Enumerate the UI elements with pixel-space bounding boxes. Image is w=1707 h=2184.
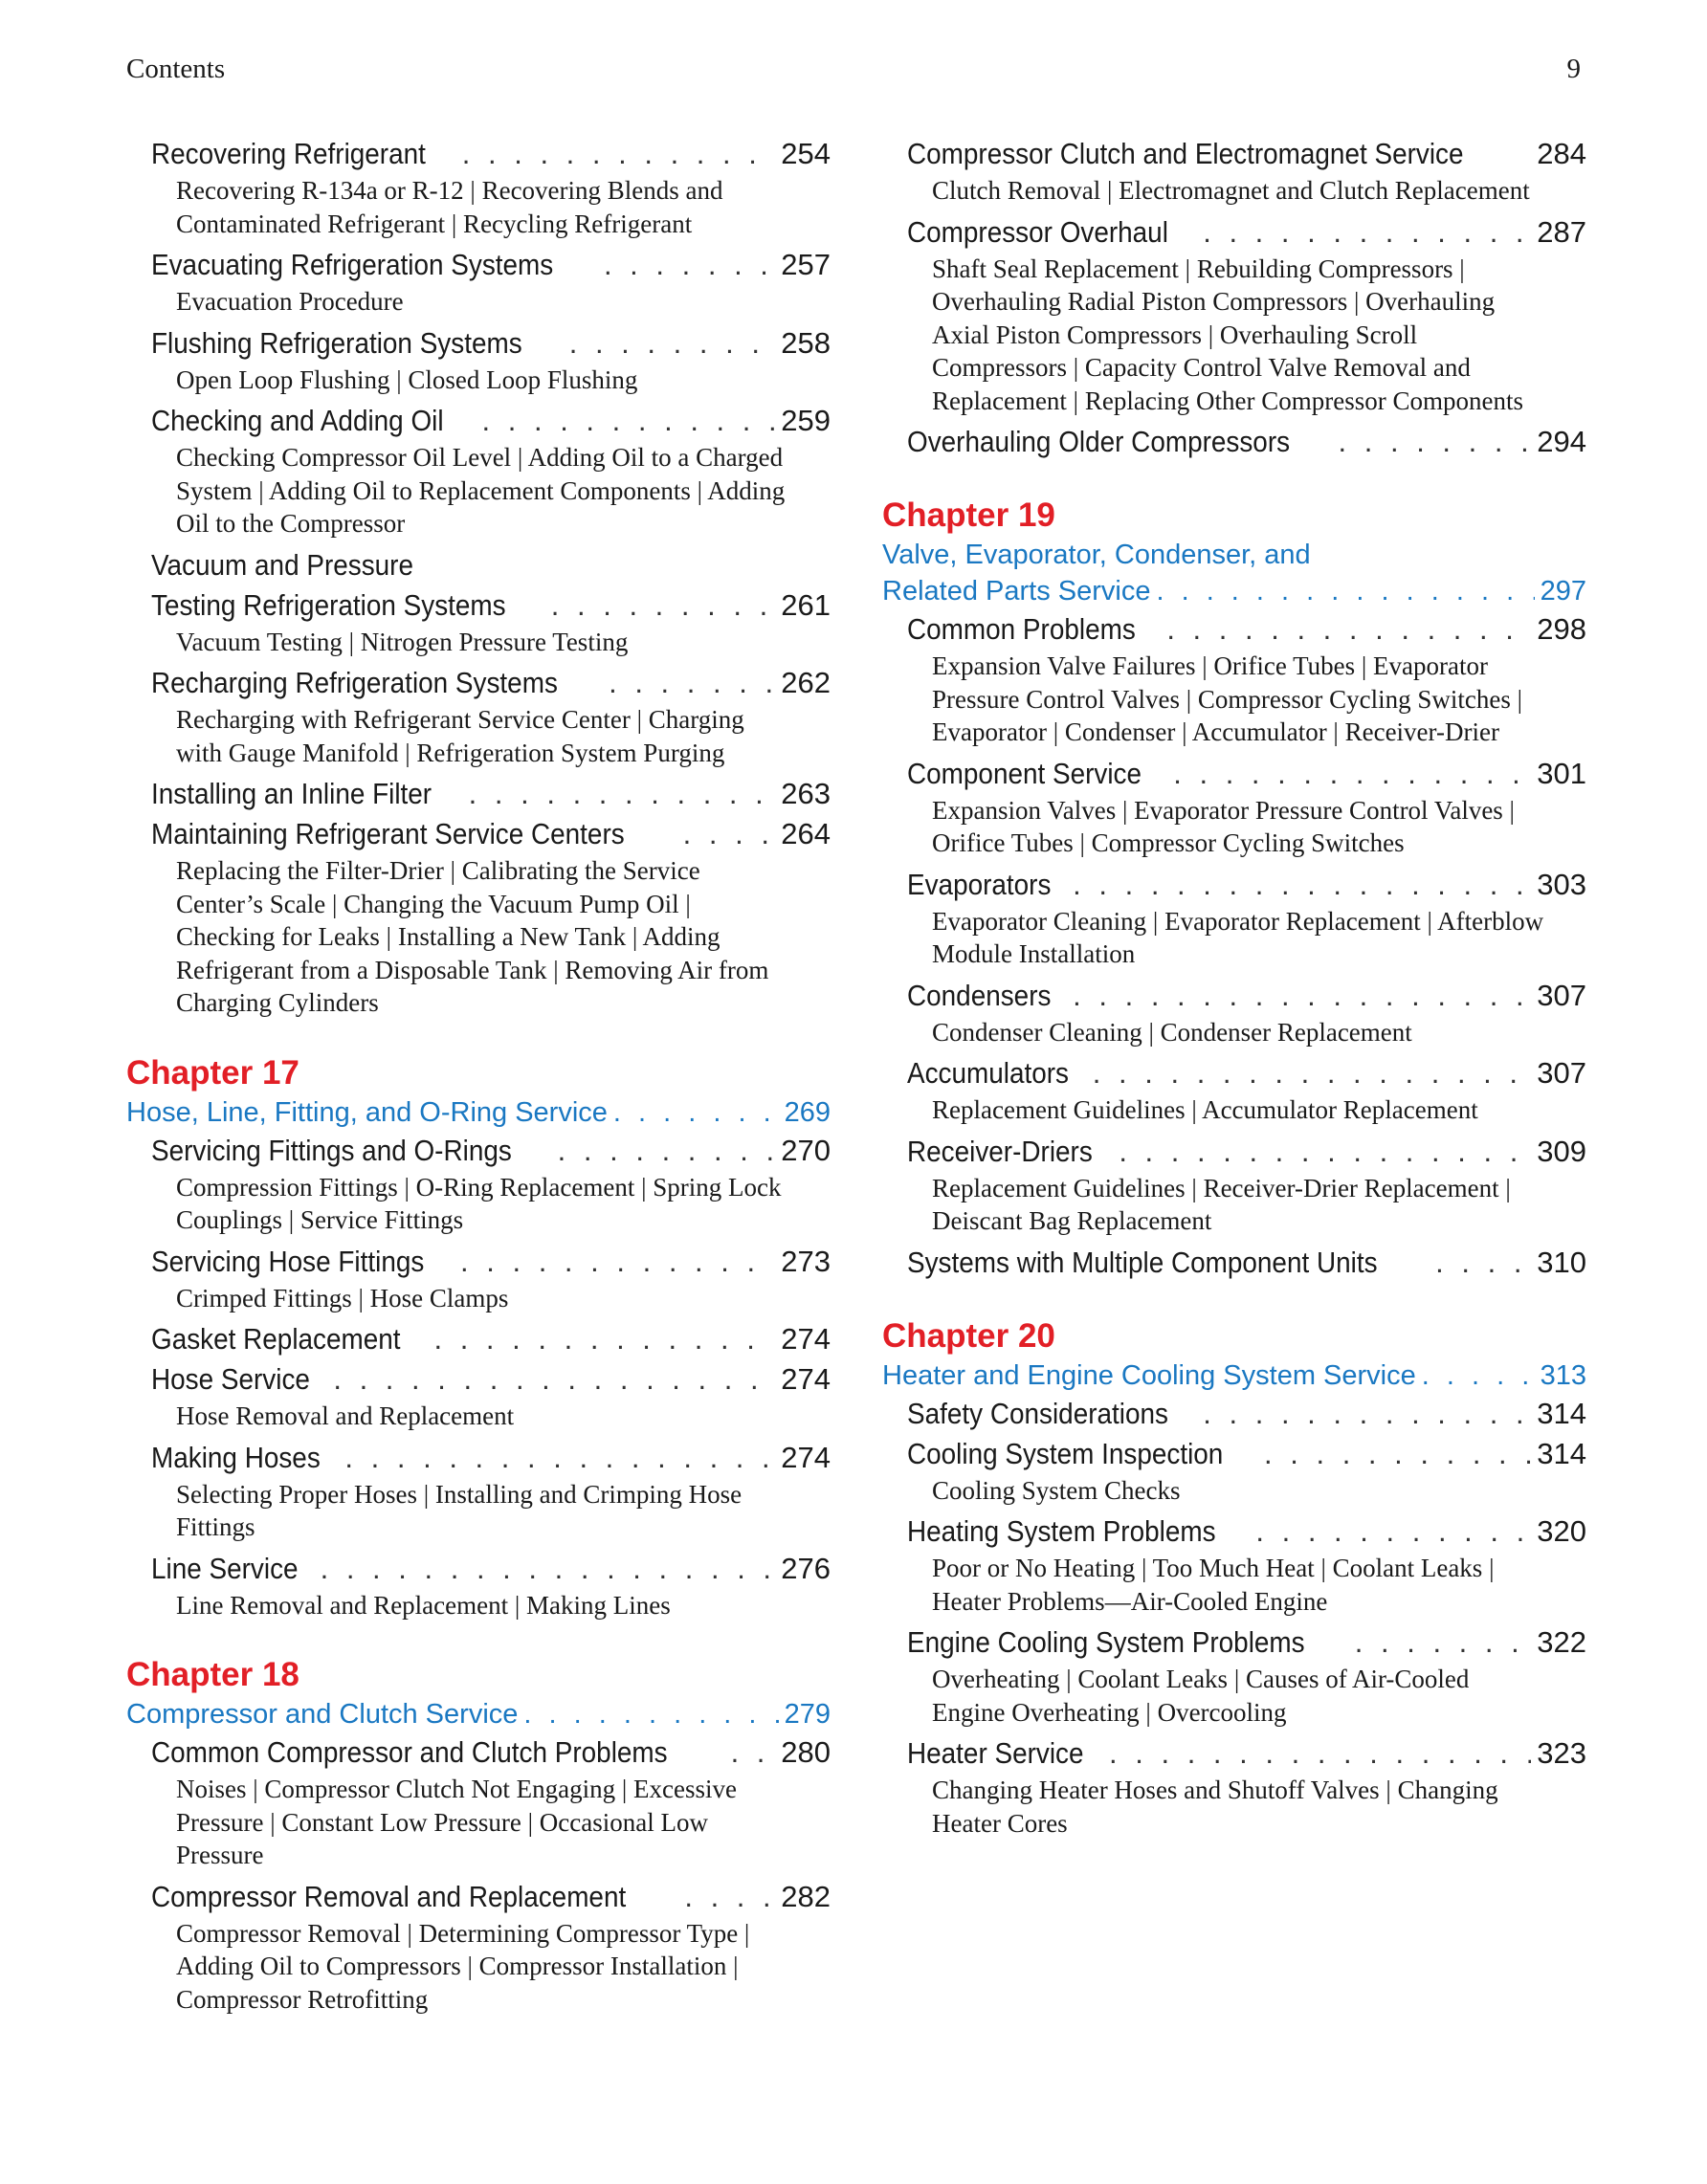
toc-entry-page: 307 [1537, 978, 1586, 1012]
dot-leader [1173, 754, 1531, 794]
toc-entry[interactable] [882, 1053, 1586, 1093]
dot-leader [482, 401, 776, 441]
toc-entry[interactable] [882, 1622, 1586, 1663]
toc-entry-title: Installing an Inline Filter [151, 777, 432, 810]
toc-entry-subtopics: Overheating | Coolant Leaks | Causes of Air-Cooled Engine Overheating | Overcooling [932, 1665, 1470, 1727]
toc-entry-page: 258 [781, 325, 831, 360]
toc-entry-subtopics: Replacement Guidelines | Accumulator Replacement [932, 1095, 1478, 1124]
toc-entry-subtopics: Vacuum Testing | Nitrogen Pressure Testing [176, 627, 629, 656]
dot-leader [1255, 1511, 1531, 1552]
toc-entry-title: Recovering Refrigerant [151, 137, 426, 170]
chapter-page: 313 [1540, 1359, 1586, 1391]
dot-leader [1109, 1733, 1531, 1774]
toc-entry-subtopics: Evacuation Procedure [176, 287, 404, 316]
toc-entry-subtopics: Compressor Removal | Determining Compressor Type | Adding Oil to Compressors | Compressor Installation | Compressor Retrofitting [176, 1918, 750, 2014]
toc-list-ch17 [126, 1131, 831, 1622]
toc-entry-title: Flushing Refrigeration Systems [151, 325, 522, 360]
toc-entry-title: Safety Considerations [907, 1396, 1168, 1430]
toc-entry-subtopics: Evaporator Cleaning | Evaporator Replacement | Afterblow Module Installation [932, 906, 1544, 968]
toc-entry-title: Systems with Multiple Component Units [907, 1245, 1378, 1279]
toc-entry[interactable] [882, 1733, 1586, 1774]
toc-entry[interactable] [126, 814, 831, 854]
toc-entry[interactable] [882, 1511, 1586, 1552]
toc-entry-title: Gasket Replacement [151, 1322, 401, 1356]
chapter-title-text: Hose, Line, Fitting, and O-Ring Service [126, 1096, 608, 1128]
toc-entry-subtopics: Cooling System Checks [932, 1475, 1181, 1505]
toc-entry-page: 314 [1537, 1396, 1586, 1430]
toc-entry-page: 274 [781, 1322, 831, 1356]
toc-entry-page: 301 [1537, 756, 1586, 790]
toc-entry[interactable] [126, 323, 831, 364]
toc-entry-title: Engine Cooling System Problems [907, 1625, 1305, 1659]
toc-entry-title: Hose Service [151, 1362, 310, 1396]
toc-entry-page: 262 [781, 666, 831, 699]
toc-entry-title: Cooling System Inspection [907, 1436, 1224, 1470]
dot-leader [1355, 1622, 1531, 1663]
toc-entry[interactable] [126, 1359, 831, 1400]
toc-entry-title: Compressor Overhaul [907, 214, 1168, 249]
toc-entry-page: 310 [1537, 1245, 1586, 1279]
chapter-label: Chapter 17 [126, 1053, 299, 1092]
toc-entry[interactable] [882, 865, 1586, 905]
toc-entry-page: 270 [781, 1133, 831, 1167]
toc-entry-subtopics: Checking Compressor Oil Level | Adding Oil to a Charged System | Adding Oil to Replacement Components | Adding Oil to the Compressor [176, 443, 786, 538]
toc-entry-page: 274 [781, 1440, 831, 1474]
dot-leader [1339, 422, 1532, 462]
dot-leader [1166, 609, 1531, 650]
toc-entry-subtopics: Hose Removal and Replacement [176, 1401, 515, 1430]
toc-entry[interactable] [126, 401, 831, 441]
page-number: 9 [1566, 54, 1581, 84]
toc-list-ch20 [882, 1394, 1586, 1841]
dot-leader [469, 774, 776, 814]
toc-entry[interactable] [882, 422, 1586, 462]
dot-leader [1203, 212, 1531, 253]
dot-leader [613, 1094, 779, 1131]
dot-leader [1435, 1243, 1531, 1283]
toc-entry[interactable] [882, 609, 1586, 650]
dot-leader [333, 1359, 775, 1400]
toc-entry-subtopics: Open Loop Flushing | Closed Loop Flushing [176, 364, 638, 394]
toc-list-left-a [126, 134, 831, 540]
chapter-title-text: Valve, Evaporator, Condenser, and [882, 540, 1311, 570]
toc-entry[interactable] [126, 1877, 831, 1917]
dot-leader [569, 323, 776, 364]
toc-entry[interactable] [882, 976, 1586, 1016]
toc-entry-title: Evacuating Refrigeration Systems [151, 248, 554, 281]
toc-entry-title: Common Problems [907, 612, 1136, 646]
toc-entry-title: Compressor Removal and Replacement [151, 1879, 627, 1913]
dot-leader [1073, 865, 1531, 905]
toc-entry-page: 314 [1537, 1436, 1586, 1470]
toc-entry[interactable] [882, 1434, 1586, 1474]
toc-entry[interactable] [126, 1242, 831, 1282]
toc-entry-title: Component Service [907, 756, 1142, 790]
chapter-label: Chapter 20 [882, 1316, 1055, 1355]
toc-entry[interactable] [882, 134, 1586, 174]
toc-entry-subtopics: Changing Heater Hoses and Shutoff Valves | Changing Heater Cores [932, 1776, 1498, 1838]
toc-entry[interactable] [126, 1732, 831, 1773]
toc-entry[interactable] [882, 212, 1586, 253]
chapter-page: 297 [1540, 576, 1586, 607]
dot-leader [433, 1319, 775, 1359]
chapter-label: Chapter 18 [126, 1656, 299, 1693]
chapter-title[interactable] [126, 1696, 831, 1732]
toc-entry-title: Overhauling Older Compressors [907, 425, 1291, 458]
toc-entry-subtopics: Recovering R-134a or R-12 | Recovering Blends and Contaminated Refrigerant | Recycling Refrigerant [176, 176, 723, 238]
toc-entry[interactable] [882, 1243, 1586, 1283]
toc-entry-page: 294 [1537, 425, 1586, 458]
toc-entry-title: Compressor Clutch and Electromagnet Service [907, 137, 1464, 170]
toc-entry[interactable] [126, 1319, 831, 1359]
toc-entry[interactable] [126, 1131, 831, 1171]
toc-entry[interactable] [126, 663, 831, 703]
toc-entry-title: Line Service [151, 1551, 299, 1585]
dot-leader [1119, 1132, 1531, 1172]
toc-entry-page: 307 [1537, 1056, 1586, 1090]
dot-leader [321, 1549, 776, 1589]
toc-entry-subtopics: Clutch Removal | Electromagnet and Clutch Replacement [932, 176, 1530, 205]
toc-entry-page: 303 [1537, 867, 1586, 901]
toc-entry[interactable] [126, 774, 831, 814]
toc-entry-subtopics: Expansion Valves | Evaporator Pressure Control Valves | Orifice Tubes | Compressor Cycling Switches [932, 795, 1515, 857]
toc-entry-page: 259 [781, 404, 831, 437]
chapter-title[interactable] [126, 1094, 831, 1131]
dot-leader [684, 1877, 775, 1917]
toc-entry-title: Accumulators [907, 1056, 1070, 1090]
toc-entry-title: Evaporators [907, 867, 1052, 901]
running-head [126, 54, 1581, 85]
toc-entry-subtopics: Line Removal and Replacement | Making Lines [176, 1590, 671, 1620]
toc-entry-title: Recharging Refrigeration Systems [151, 666, 558, 699]
toc-entry-page: 274 [781, 1362, 831, 1396]
toc-entry-title: Servicing Hose Fittings [151, 1244, 425, 1278]
chapter-title[interactable] [882, 537, 1586, 609]
toc-entry-page: 254 [781, 137, 831, 170]
dot-leader [683, 814, 776, 854]
toc-entry-subtopics: Crimped Fittings | Hose Clamps [176, 1283, 509, 1313]
toc-entry[interactable] [126, 1438, 831, 1478]
toc-entry-title: Vacuum and Pressure [151, 547, 413, 582]
chapter-title-text: Compressor and Clutch Service [126, 1699, 519, 1730]
toc-entry-title: Heating System Problems [907, 1514, 1216, 1548]
toc-entry-page: 263 [781, 777, 831, 810]
toc-entry-page: 261 [781, 587, 831, 622]
toc-entry-page: 298 [1537, 612, 1586, 646]
dot-leader [1264, 1434, 1531, 1474]
chapter-title-text: Heater and Engine Cooling System Service [882, 1359, 1416, 1391]
toc-entry-subtopics: Replacing the Filter-Drier | Calibrating the Service Center’s Scale | Changing the Vacuum Pump Oil | Checking for Leaks | Installing a New Tank | Adding Refrigerant from a Disposable Tank | Removing Air from Charging Cylinders [176, 856, 769, 1017]
toc-entry-page: 320 [1537, 1514, 1586, 1548]
toc-entry-subtopics: Noises | Compressor Clutch Not Engaging | Excessive Pressure | Constant Low Pressure | Occasional Low Pressure [176, 1775, 737, 1869]
right-column [882, 134, 1586, 1844]
left-column [126, 134, 831, 2020]
toc-entry[interactable] [882, 1394, 1586, 1434]
toc-entry-page: 273 [781, 1244, 831, 1278]
chapter-title[interactable] [882, 1357, 1586, 1394]
toc-entry[interactable] [126, 245, 831, 285]
toc-entry-title: Heater Service [907, 1736, 1084, 1770]
toc-entry-page: 257 [781, 248, 831, 281]
toc-entry-subtopics: Expansion Valve Failures | Orifice Tubes | Evaporator Pressure Control Valves | Compressor Cycling Switches | Evaporator | Condenser | Accumulator | Receiver-Drier [932, 651, 1523, 746]
toc-entry-title: Receiver-Driers [907, 1134, 1093, 1168]
dot-leader [1156, 573, 1534, 609]
toc-entry-subtopics: Replacement Guidelines | Receiver-Drier Replacement | Deiscant Bag Replacement [932, 1173, 1511, 1235]
dot-leader [551, 585, 775, 626]
dot-leader [604, 245, 775, 285]
dot-leader [1093, 1053, 1531, 1093]
toc-entry-title: Making Hoses [151, 1440, 321, 1474]
toc-list-ch19 [882, 609, 1586, 1283]
toc-entry[interactable] [126, 134, 831, 174]
dot-leader [462, 134, 776, 174]
toc-entry-title: Condensers [907, 978, 1052, 1012]
toc-list-right [882, 134, 1586, 462]
toc-entry-subtopics: Recharging with Refrigerant Service Center | Charging with Gauge Manifold | Refrigeration System Purging [176, 705, 744, 767]
toc-entry[interactable] [126, 545, 831, 626]
toc-entry[interactable] [126, 1549, 831, 1589]
dot-leader [460, 1242, 775, 1282]
toc-entry[interactable] [882, 1132, 1586, 1172]
toc-entry-page: 323 [1537, 1736, 1586, 1770]
toc-entry[interactable] [882, 754, 1586, 794]
toc-entry-page: 280 [781, 1735, 831, 1769]
toc-entry-subtopics: Poor or No Heating | Too Much Heat | Coolant Leaks | Heater Problems—Air-Cooled Engine [932, 1554, 1495, 1616]
toc-list-left-b [126, 663, 831, 1020]
toc-entry-page: 309 [1537, 1134, 1586, 1168]
toc-entry-title: Servicing Fittings and O-Rings [151, 1133, 512, 1167]
toc-entry-page: 282 [781, 1879, 831, 1913]
toc-entry-title: Checking and Adding Oil [151, 404, 444, 437]
dot-leader [1203, 1394, 1531, 1434]
toc-list-ch18 [126, 1732, 831, 2016]
toc-entry-subtopics: Condenser Cleaning | Condenser Replacement [932, 1017, 1412, 1047]
toc-entry-page: 276 [781, 1551, 831, 1585]
section-title: Contents [126, 54, 226, 84]
chapter-title-text: Related Parts Service [882, 576, 1151, 607]
chapter-page: 269 [784, 1096, 831, 1128]
chapter-page: 279 [784, 1699, 831, 1730]
dot-leader [1073, 976, 1531, 1016]
toc-entry-title: Common Compressor and Clutch Problems [151, 1735, 668, 1769]
dot-leader [558, 1131, 776, 1171]
toc-entry-title: Maintaining Refrigerant Service Centers [151, 817, 625, 850]
dot-leader [1422, 1357, 1535, 1394]
toc-entry-page: 284 [1537, 137, 1586, 170]
dot-leader [731, 1732, 776, 1773]
toc-entry-subtopics: Selecting Proper Hoses | Installing and Crimping Hose Fittings [176, 1479, 743, 1541]
toc-entry-page: 322 [1537, 1625, 1586, 1659]
toc-entry-page: 287 [1537, 214, 1586, 249]
dot-leader [523, 1696, 778, 1732]
chapter-label: Chapter 19 [882, 496, 1055, 534]
dot-leader [344, 1438, 775, 1478]
toc-entry-subtopics: Shaft Seal Replacement | Rebuilding Compressors | Overhauling Radial Piston Compressors | Overhauling Axial Piston Compressors | Overhauling Scroll Compressors | Capacity Control Valve Removal and Replacement | Replacing Other Compressor Components [932, 254, 1524, 415]
dot-leader [609, 663, 775, 703]
toc-entry-subtopics: Compression Fittings | O-Ring Replacement | Spring Lock Couplings | Service Fittings [176, 1172, 782, 1234]
toc-entry-title: Testing Refrigeration Systems [151, 587, 506, 622]
toc-entry-page: 264 [781, 817, 831, 850]
